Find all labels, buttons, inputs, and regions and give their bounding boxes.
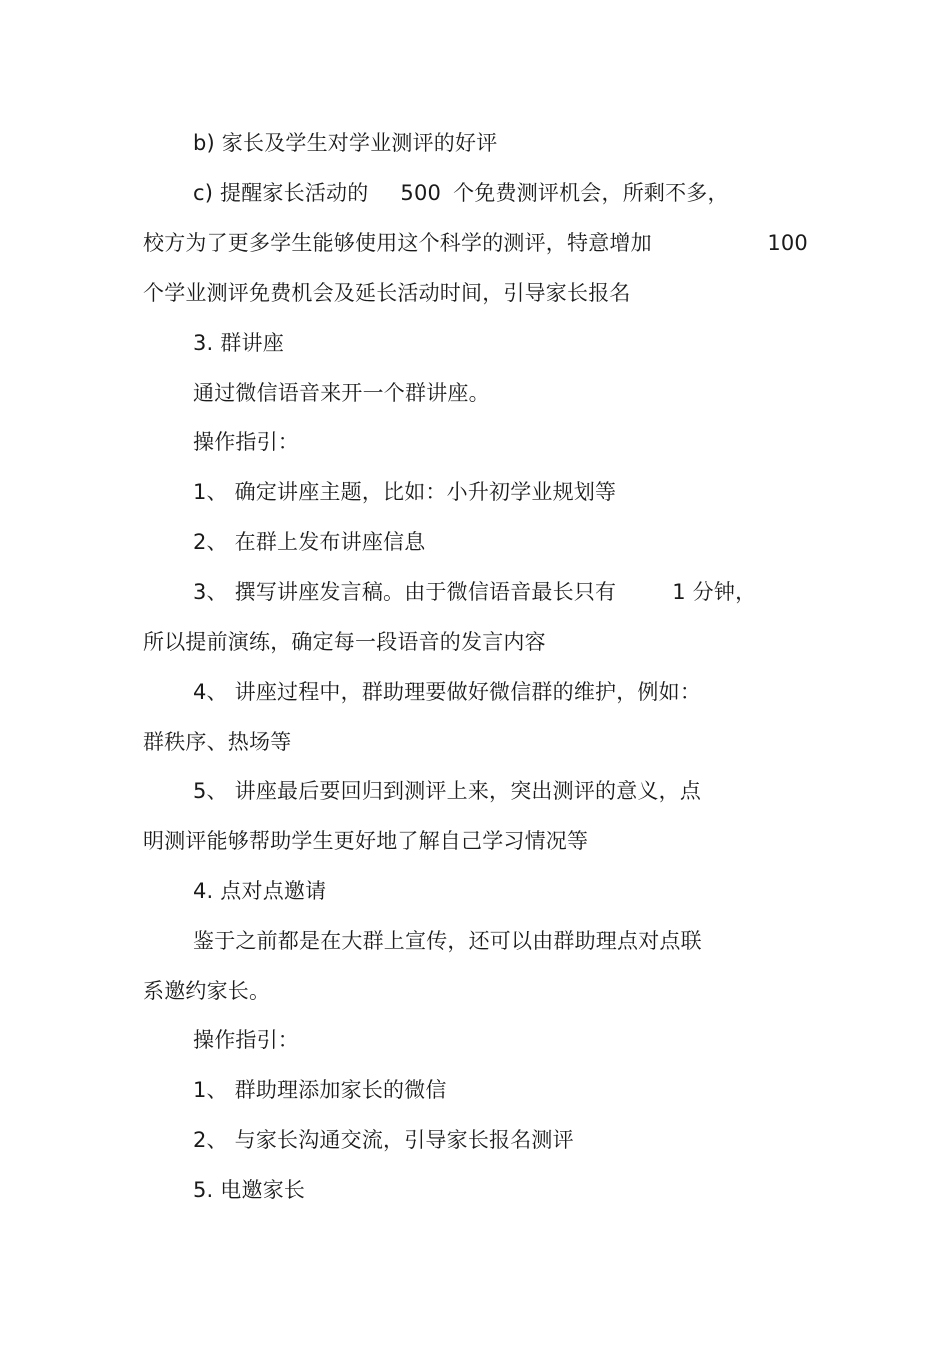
paragraph-line: 个学业测评免费机会及延长活动时间，引导家长报名 — [143, 281, 631, 305]
list-item: 2、 与家长沟通交流，引导家长报名测评 — [193, 1128, 574, 1152]
paragraph-line: 系邀约家长。 — [143, 979, 271, 1003]
subheading: 操作指引： — [193, 430, 299, 454]
list-item: 5、 讲座最后要回归到测评上来，突出测评的意义，点 — [193, 779, 702, 803]
paragraph-line: 明测评能够帮助学生更好地了解自己学习情况等 — [143, 829, 589, 853]
list-item-c — [193, 178, 729, 208]
list-item-c-number: 500 — [400, 181, 442, 205]
paragraph-line-text: 校方为了更多学生能够使用这个科学的测评，特意增加 — [143, 231, 652, 255]
list-item-text: 3、 撰写讲座发言稿。由于微信语音最长只有 — [193, 580, 617, 604]
list-item: 1、 群助理添加家长的微信 — [193, 1078, 447, 1102]
section-heading: 3. 群讲座 — [193, 331, 284, 355]
list-item-duration: 1 分钟， — [672, 580, 757, 604]
subheading: 操作指引： — [193, 1028, 299, 1052]
list-item: 2、 在群上发布讲座信息 — [193, 530, 426, 554]
list-item — [193, 577, 756, 607]
paragraph-line: 群秩序、热场等 — [143, 730, 292, 754]
paragraph-line: 鉴于之前都是在大群上宣传，还可以由群助理点对点联 — [193, 929, 702, 953]
paragraph-line — [143, 228, 808, 258]
list-item: 1、 确定讲座主题，比如：小升初学业规划等 — [193, 480, 617, 504]
list-item-c-text-2: 个免费测评机会，所剩不多， — [453, 181, 729, 205]
list-item-c-text-1: c) 提醒家长活动的 — [193, 181, 369, 205]
paragraph-line: 通过微信语音来开一个群讲座。 — [193, 381, 490, 405]
section-heading: 5. 电邀家长 — [193, 1178, 306, 1202]
paragraph-line-number: 100 — [767, 231, 808, 255]
list-item: 4、 讲座过程中，群助理要做好微信群的维护，例如： — [193, 680, 702, 704]
list-item-b: b) 家长及学生对学业测评的好评 — [193, 131, 498, 155]
section-heading: 4. 点对点邀请 — [193, 879, 327, 903]
paragraph-line: 所以提前演练，确定每一段语音的发言内容 — [143, 630, 546, 654]
